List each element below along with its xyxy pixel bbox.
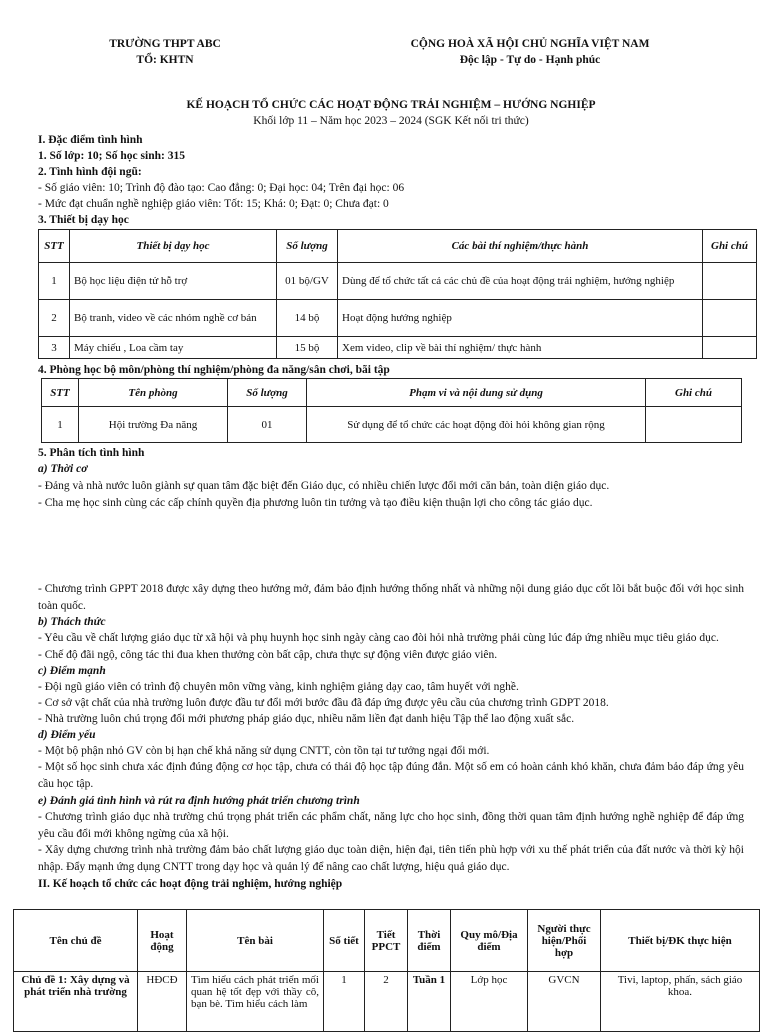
table-row [42,407,742,443]
section-1-heading: I. Đặc điểm tình hình [38,134,143,146]
col-device: Thiết bị dạy học [70,230,277,263]
cell: 2 [39,300,70,337]
cell: 15 bộ [277,337,338,359]
col-ppct: Tiết PPCT [365,910,408,972]
cell [703,337,757,359]
cell: Tuần 1 [408,972,451,1032]
cell: Tìm hiểu cách phát triển mối quan hệ tốt đẹp với thầy cô, bạn bè. Tìm hiểu cách làm [187,972,324,1032]
document-title: KẾ HOẠCH TỔ CHỨC CÁC HOẠT ĐỘNG TRẢI NGHIỆM – HƯỚNG NGHIỆP [186,99,596,111]
department: TỔ: KHTN [136,54,194,66]
col-time: Thời điểm [408,910,451,972]
cell: Hoạt động hướng nghiệp [338,300,703,337]
assessment-heading: e) Đánh giá tình hình và rút ra định hướng phát triển chương trình [38,795,360,807]
rooms-table [41,378,742,443]
strength-heading: c) Điểm mạnh [38,665,106,677]
challenge-heading: b) Thách thức [38,616,106,628]
class-count: 1. Số lớp: 10; Số học sinh: 315 [38,150,185,162]
cell: Hội trường Đa năng [79,407,228,443]
col-quantity: Số lượng [228,379,307,407]
table-row [39,263,757,300]
weakness-heading: d) Điểm yếu [38,729,96,741]
cell: 01 [228,407,307,443]
challenge-item-1: - Yêu cầu về chất lượng giáo dục từ xã hội và phụ huynh học sinh ngày càng cao đòi hỏi nhà trường phải cùng lúc đáp ứng nhiều mục tiêu giáo dục. [38,632,719,644]
assessment-item-1: - Chương trình giáo dục nhà trường chú trọng phát triển các phẩm chất, năng lực cho học sinh, đồng thời quan tâm định hướng nghề nghiệp để đáp ứng yêu cầu đổi mới không ngừng của xã hội. [38,811,744,840]
col-periods: Số tiết [324,910,365,972]
col-experiments: Các bài thí nghiệm/thực hành [338,230,703,263]
cell: Tivi, laptop, phấn, sách giáo khoa. [601,972,760,1032]
cell: Lớp học [451,972,528,1032]
cell: 1 [42,407,79,443]
cell: 14 bộ [277,300,338,337]
col-notes: Ghi chú [646,379,742,407]
col-quantity: Số lượng [277,230,338,263]
cell: 3 [39,337,70,359]
cell: 2 [365,972,408,1032]
col-topic: Tên chủ đề [14,910,138,972]
cell: Chủ đề 1: Xây dựng và phát triển nhà trường [14,972,138,1032]
col-scope: Phạm vi và nội dung sử dụng [307,379,646,407]
national-title: CỘNG HOÀ XÃ HỘI CHỦ NGHĨA VIỆT NAM [410,38,650,50]
cell: Xem video, clip về bài thí nghiệm/ thực hành [338,337,703,359]
cell [703,300,757,337]
cell: Bộ tranh, video về các nhóm nghề cơ bản [70,300,277,337]
school-name: TRƯỜNG THPT ABC [109,38,221,50]
col-notes: Ghi chú [703,230,757,263]
cell: Sử dụng để tổ chức các hoạt động đòi hỏi không gian rộng [307,407,646,443]
section-2-heading: II. Kế hoạch tổ chức các hoạt động trải nghiệm, hướng nghiệp [38,878,343,890]
opportunity-item-3: - Chương trình GPPT 2018 được xây dựng theo hướng mở, đảm bảo định hướng thống nhất và những nội dung giáo dục cốt lõi bắt buộc đối với học sinh toàn quốc. [38,583,744,612]
table-row [14,972,760,1032]
col-room-name: Tên phòng [79,379,228,407]
cell: Máy chiếu , Loa cầm tay [70,337,277,359]
strength-item-1: - Đội ngũ giáo viên có trình độ chuyên môn vững vàng, kinh nghiệm giảng dạy cao, tâm huyết với nghề. [38,681,519,693]
assessment-item-2: - Xây dựng chương trình nhà trường đảm bảo chất lượng giáo dục toàn diện, hiện đại, tiên tiến phù hợp với xu thế phát triển của đất nước và thời kỳ hội nhập. Đẩy mạnh ứng dụng CNTT trong dạy học và quản lý để nâng cao chất lượng, hiệu quả giáo dục. [38,844,744,873]
cell: 01 bộ/GV [277,263,338,300]
staff-heading: 2. Tình hình đội ngũ: [38,166,142,178]
cell: 1 [324,972,365,1032]
plan-table [13,909,760,1032]
col-lesson: Tên bài [187,910,324,972]
col-stt: STT [39,230,70,263]
cell [646,407,742,443]
equipment-table [38,229,757,359]
opportunity-item-1: - Đảng và nhà nước luôn giành sự quan tâm đặc biệt đến Giáo dục, có nhiều chiến lược đổi mới căn bản, toàn diện giáo dục. [38,480,610,492]
weakness-item-2: - Một số học sinh chưa xác định đúng động cơ học tập, chưa có thái độ học tập đúng đắn. Một số em có hoàn cảnh khó khăn, chưa đảm bảo đáp ứng yêu cầu học tập. [38,761,744,790]
opportunity-item-2: - Cha mẹ học sinh cùng các cấp chính quyền địa phương luôn tin tưởng và tạo điều kiện thuận lợi cho công tác giáo dục. [38,497,593,509]
col-performer: Người thực hiện/Phối hợp [528,910,601,972]
col-activity: Hoạt động [138,910,187,972]
cell: 1 [39,263,70,300]
equipment-heading: 3. Thiết bị dạy học [38,214,129,226]
cell: Dùng để tổ chức tất cả các chủ đề của hoạt động trải nghiệm, hướng nghiệp [338,263,703,300]
challenge-item-2: - Chế độ đãi ngộ, công tác thi đua khen thưởng còn bất cập, chưa thực sự động viên được giáo viên. [38,649,498,661]
staff-line-1: - Số giáo viên: 10; Trình độ đào tạo: Cao đẳng: 0; Đại học: 04; Trên đại học: 06 [38,182,405,194]
national-motto: Độc lập - Tự do - Hạnh phúc [459,54,601,66]
analysis-heading: 5. Phân tích tình hình [38,447,145,459]
col-stt: STT [42,379,79,407]
cell: GVCN [528,972,601,1032]
col-equipment: Thiết bị/ĐK thực hiện [601,910,760,972]
table-row [39,300,757,337]
rooms-heading: 4. Phòng học bộ môn/phòng thí nghiệm/phòng đa năng/sân chơi, bãi tập [38,364,390,376]
strength-item-2: - Cơ sở vật chất của nhà trường luôn được đầu tư đổi mới bước đầu đã đáp ứng được yêu cầu của chương trình GDPT 2018. [38,697,609,709]
table-row [39,337,757,359]
cell: Bộ học liệu điện tử hỗ trợ [70,263,277,300]
cell [703,263,757,300]
staff-line-2: - Mức đạt chuẩn nghề nghiệp giáo viên: Tốt: 15; Khá: 0; Đạt: 0; Chưa đạt: 0 [38,198,389,210]
weakness-item-1: - Một bộ phận nhỏ GV còn bị hạn chế khả năng sử dụng CNTT, còn tồn tại tư tưởng ngại đổi mới. [38,745,490,757]
col-scale: Quy mô/Địa điểm [451,910,528,972]
strength-item-3: - Nhà trường luôn chú trọng đổi mới phương pháp giáo dục, nhiều năm liền đạt danh hiệu Tập thể lao động xuất sắc. [38,713,575,725]
cell: HĐCĐ [138,972,187,1032]
opportunity-heading: a) Thời cơ [38,463,88,475]
document-subtitle: Khối lớp 11 – Năm học 2023 – 2024 (SGK Kết nối tri thức) [253,115,529,127]
